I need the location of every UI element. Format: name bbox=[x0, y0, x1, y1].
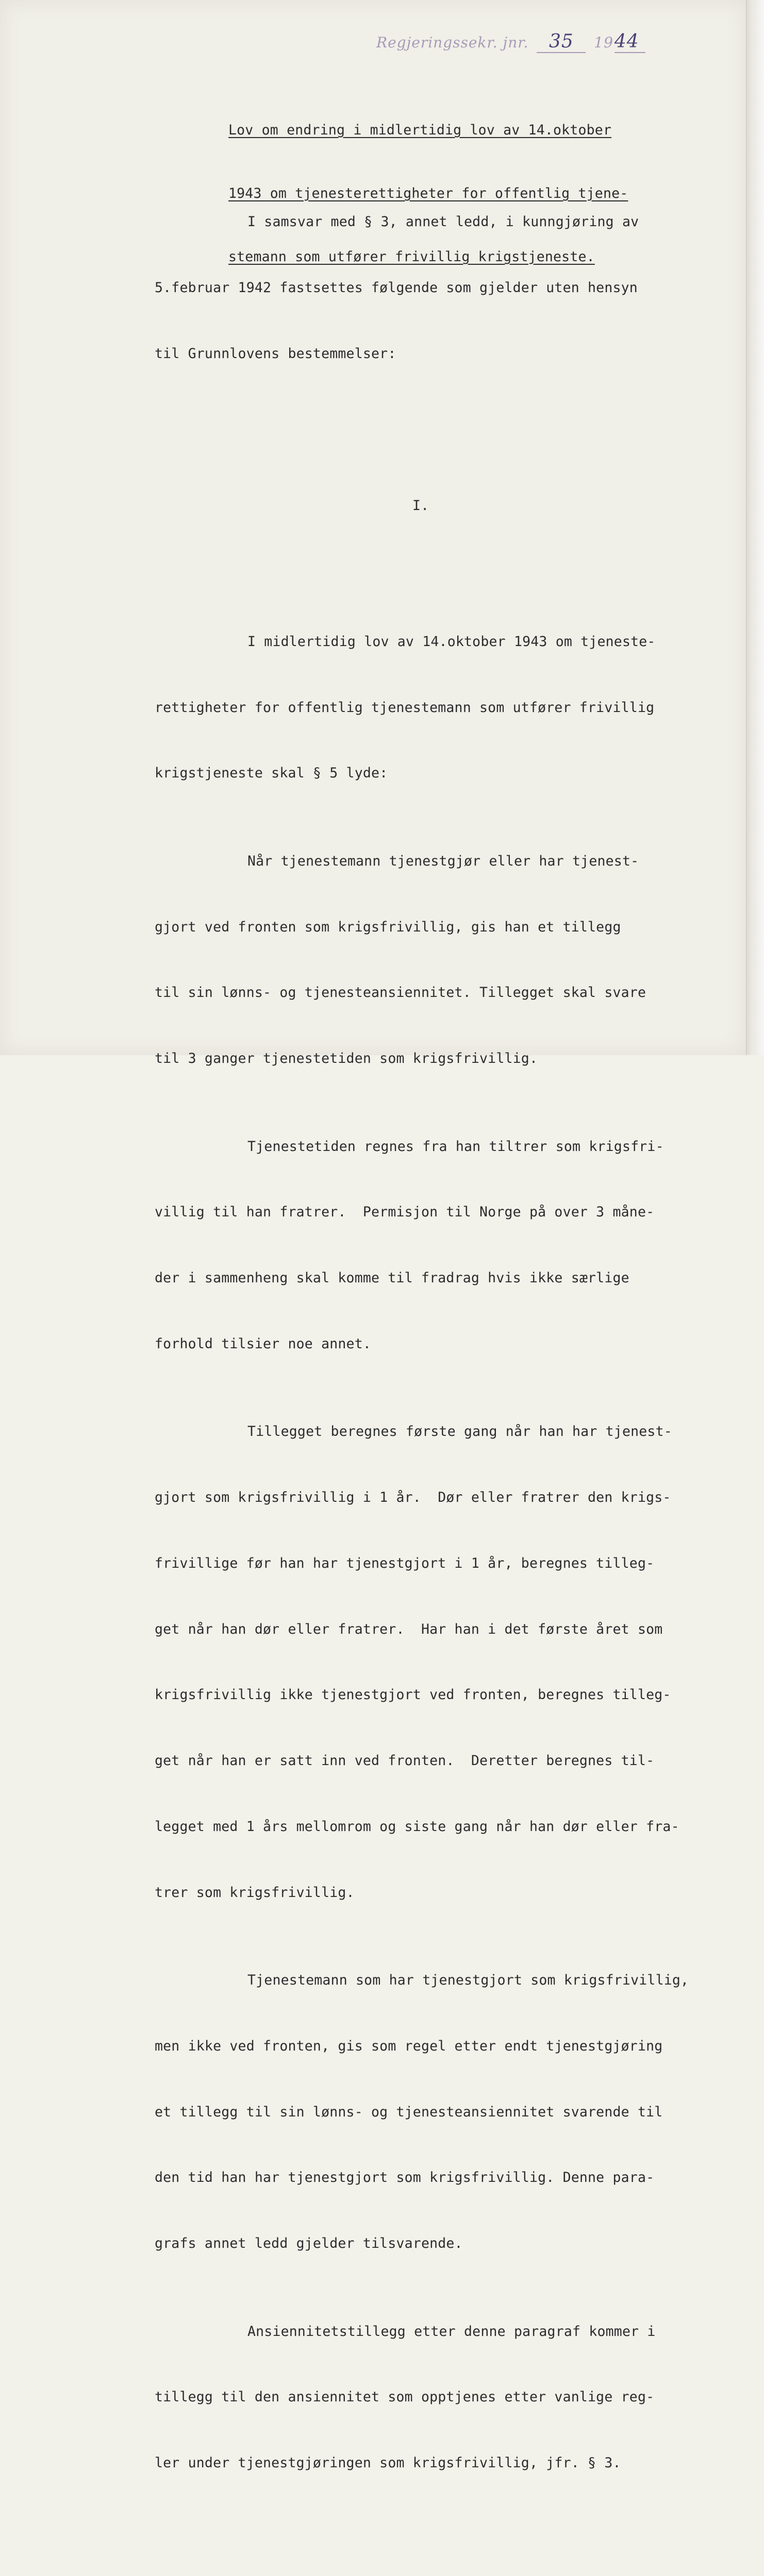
paragraph-line: legget med 1 års mellomrom og siste gang når han dør eller fra- bbox=[155, 1818, 679, 1835]
paragraph-line: Ansiennitetstillegg etter denne paragraf kommer i bbox=[247, 2323, 656, 2340]
paragraph-line: et tillegg til sin lønns- og tjenesteansiennitet svarende til bbox=[155, 2104, 663, 2120]
paragraph-line: tillegg til den ansiennitet som opptjenes etter vanlige reg- bbox=[155, 2389, 655, 2405]
intro-line: 5.februar 1942 fastsettes følgende som gjelder uten hensyn bbox=[155, 279, 638, 296]
section-intro-line: krigstjeneste skal § 5 lyde: bbox=[155, 765, 388, 782]
title-line: 1943 om tjenesterettigheter for offentlig tjene- bbox=[228, 185, 628, 201]
paragraph-line: der i sammenheng skal komme til fradrag hvis ikke særlige bbox=[155, 1270, 629, 1286]
paragraph-line: men ikke ved fronten, gis som regel etter endt tjenestgjøring bbox=[155, 2038, 663, 2054]
paragraph-line: Tjenestemann som har tjenestgjort som krigsfrivillig, bbox=[247, 1972, 689, 1989]
paragraph-line: forhold tilsier noe annet. bbox=[155, 1335, 372, 1352]
document-body bbox=[155, 167, 689, 2576]
intro-line: til Grunnlovens bestemmelser: bbox=[155, 345, 396, 362]
paragraph-line: til sin lønns- og tjenesteansiennitet. Tillegget skal svare bbox=[155, 985, 646, 1001]
section-intro-line: rettigheter for offentlig tjenestemann som utfører frivillig bbox=[155, 699, 655, 716]
scan-right-edge bbox=[746, 0, 764, 1055]
paragraph-line: Tjenestetiden regnes fra han tiltrer som krigsfri- bbox=[247, 1138, 664, 1155]
paragraph-line: gjort som krigsfrivillig i 1 år. Dør eller fratrer den krigs- bbox=[155, 1489, 671, 1506]
section-heading: I. bbox=[412, 498, 429, 514]
intro-line: I samsvar med § 3, annet ledd, i kunngjøring av bbox=[247, 214, 639, 230]
stamp-year-prefix: 19 bbox=[594, 34, 613, 51]
stamp-journal-number: 35 bbox=[537, 31, 586, 53]
section-intro-line: I midlertidig lov av 14.oktober 1943 om tjeneste- bbox=[247, 633, 656, 650]
title-line: Lov om endring i midlertidig lov av 14.oktober bbox=[228, 122, 612, 138]
stamp-label: Regjeringssekr. jnr. bbox=[376, 34, 529, 51]
stamp-year: 44 bbox=[614, 31, 645, 53]
paragraph-line: gjort ved fronten som krigsfrivillig, gis han et tillegg bbox=[155, 919, 621, 935]
paragraph-line: trer som krigsfrivillig. bbox=[155, 1884, 355, 1901]
paragraph-line: grafs annet ledd gjelder tilsvarende. bbox=[155, 2235, 463, 2252]
paragraph-line: get når han er satt inn ved fronten. Deretter beregnes til- bbox=[155, 1753, 655, 1769]
paragraph-line: frivillige før han har tjenestgjort i 1 år, beregnes tilleg- bbox=[155, 1555, 655, 1571]
paragraph-line: villig til han fratrer. Permisjon til Norge på over 3 måne- bbox=[155, 1204, 655, 1221]
paragraph-line: Når tjenestemann tjenestgjør eller har tjenest- bbox=[247, 853, 639, 869]
paragraph-line: ler under tjenestgjøringen som krigsfrivillig, jfr. § 3. bbox=[155, 2455, 621, 2471]
paragraph-line: den tid han har tjenestgjort som krigsfrivillig. Denne para- bbox=[155, 2170, 655, 2186]
paragraph-line: krigsfrivillig ikke tjenestgjort ved fronten, beregnes tilleg- bbox=[155, 1687, 671, 1703]
paragraph-line: Tillegget beregnes første gang når han har tjenest- bbox=[247, 1423, 672, 1440]
registry-stamp bbox=[376, 31, 645, 53]
title-line: stemann som utfører frivillig krigstjeneste. bbox=[228, 249, 595, 265]
paragraph-line: til 3 ganger tjenestetiden som krigsfrivillig. bbox=[155, 1050, 538, 1067]
paragraph-line: get når han dør eller fratrer. Har han i det første året som bbox=[155, 1621, 663, 1637]
